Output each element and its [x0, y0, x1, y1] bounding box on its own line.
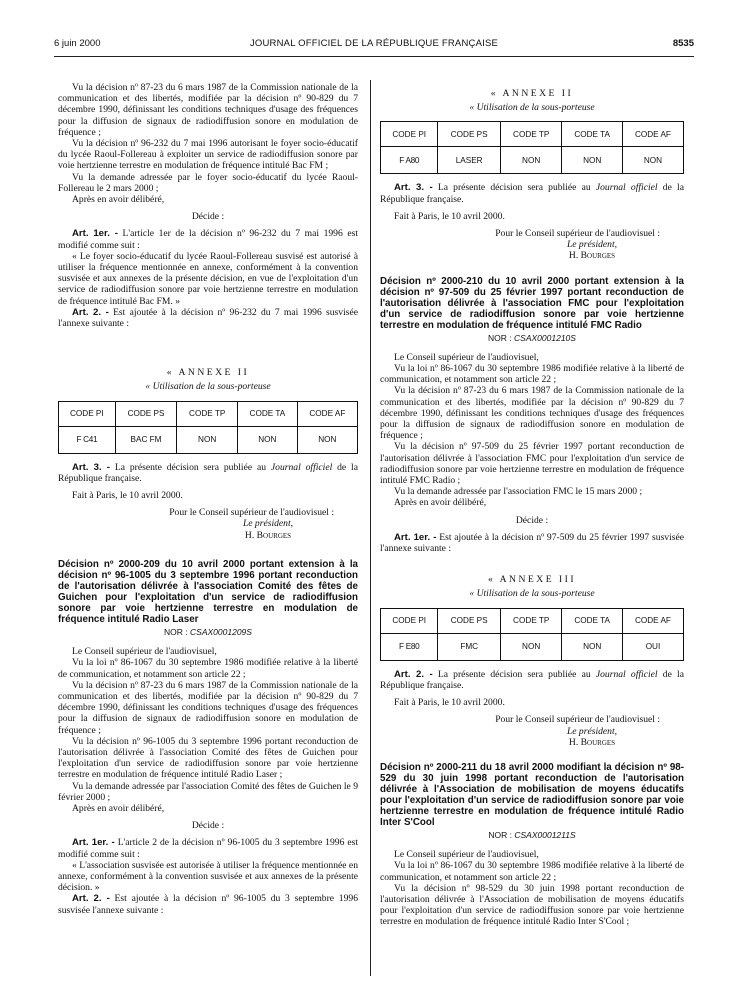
article-text: Est ajoutée à la décision nº 96-232 du 7 mai 1996 susvisée l'annexe suivante : — [58, 306, 358, 330]
table-header: CODE PS — [438, 122, 500, 147]
article-text: La présente décision sera publiée au — [437, 182, 591, 194]
table-cell: NON — [562, 147, 623, 174]
nor-reference — [58, 627, 358, 638]
paragraph: Vu la décision nº 87-23 du 6 mars 1987 de la Commission nationale de la communication et des libertés, modifiée par la décision nº 90-829 du 7 décembre 1990, définissant les conditions techniques d'usage des fréquences pour la diffusion de signaux de radiodiffusion sonore en modulation de fréquence ; — [58, 679, 358, 736]
article-text: de la République française. — [58, 461, 358, 484]
annexe-subtitle: « Utilisation de la sous-porteuse — [469, 588, 595, 600]
article-label: Art. 1er. - — [72, 228, 118, 240]
subcarrier-table — [58, 401, 358, 454]
paragraph: Le Conseil supérieur de l'audiovisuel, — [72, 646, 217, 658]
table-header: CODE TP — [500, 122, 562, 147]
article-text: La présente décision sera publiée au — [114, 461, 267, 473]
nor-code: CSAX0001210S — [514, 332, 576, 343]
place-date: Fait à Paris, le 10 avril 2000. — [394, 210, 505, 222]
subcarrier-table — [380, 608, 684, 661]
table-row — [381, 633, 684, 660]
table-header: CODE AF — [297, 401, 357, 426]
header-journal-title: JOURNAL OFFICIEL DE LA RÉPUBLIQUE FRANÇAISE — [249, 38, 499, 49]
table-cell: NON — [622, 147, 683, 174]
table-cell: NON — [500, 147, 562, 174]
article-label: Art. 3. - — [394, 182, 433, 194]
article-text: Est ajoutée à la décision nº 97-509 du 25 février 1997 susvisée l'annexe suivante : — [380, 531, 685, 555]
signature-line: Pour le Conseil supérieur de l'audiovisuel : — [495, 714, 660, 726]
table-cell: NON — [177, 426, 238, 453]
journal-reference: Journal officiel — [595, 182, 658, 194]
article-text: de la République française. — [380, 668, 684, 691]
paragraph: Vu la loi nº 86-1067 du 30 septembre 1986 modifiée relative à la liberté de communication, et notamment son article 22 ; — [380, 860, 684, 883]
place-date: Fait à Paris, le 10 avril 2000. — [72, 490, 183, 502]
nor-label: NOR : — [488, 332, 512, 343]
table-cell: BAC FM — [115, 426, 177, 453]
annexe-subtitle: « Utilisation de la sous-porteuse — [469, 102, 595, 114]
decide-heading: Décide : — [191, 820, 225, 832]
nor-label: NOR : — [164, 626, 188, 637]
nor-reference — [380, 830, 684, 841]
signature-title: Le président, — [566, 725, 618, 737]
decide-heading: Décide : — [191, 211, 225, 223]
article-paragraph — [380, 532, 684, 554]
paragraph: Vu la décision nº 98-529 du 30 juin 1998 portant reconduction de l'autorisation délivrée à l'Association de mobilisation de moyens éducatifs pour l'exploitation d'un service de radiodiffusion sonore par voie hertzienne terrestre en modulation de fréquence intitulé Radio Inter S'Cool ; — [380, 882, 684, 928]
decision-title: Décision nº 2000-209 du 10 avril 2000 portant extension à la décision nº 96-1005 du 3 septembre 1996 portant reconduction de l'autorisation délivrée à l'association Comité des fêtes de Guichen pour l'exploitation d'un service de radiodiffusion sonore par voie hertzienne terrestre en modulation de fréquence intitulé Radio Laser — [58, 558, 358, 625]
table-cell: F E80 — [381, 633, 438, 660]
paragraph: Après en avoir délibéré, — [72, 194, 165, 206]
decide-heading: Décide : — [515, 514, 549, 526]
table-header: CODE PI — [381, 608, 438, 633]
signature-line: Pour le Conseil supérieur de l'audiovisuel : — [169, 507, 334, 519]
paragraph: Vu la loi nº 86-1067 du 30 septembre 1986 modifiée relative à la liberté de communication, et notamment son article 22 ; — [380, 363, 684, 386]
article-text: L'article 2 de la décision nº 96-1005 du 3 septembre 1996 est modifié comme suit : — [58, 837, 358, 860]
journal-reference: Journal officiel — [270, 461, 333, 473]
table-header: CODE PI — [381, 122, 438, 147]
table-cell: NON — [238, 426, 298, 453]
table-header: CODE AF — [622, 122, 683, 147]
table-cell: NON — [500, 633, 562, 660]
annexe-heading: « ANNEXE III — [487, 574, 577, 586]
article-text: de la République française. — [380, 182, 684, 205]
paragraph: Vu la décision nº 96-1005 du 3 septembre 1996 portant reconduction de l'autorisation délivrée à l'association Comité des fêtes de Guichen pour l'exploitation d'un service de radiodiffusion sonore par voie hertzienne terrestre en modulation de fréquence intitulé Radio Laser ; — [58, 735, 358, 781]
column-divider — [370, 80, 371, 976]
signature-title: Le président, — [242, 518, 294, 530]
paragraph: Le Conseil supérieur de l'audiovisuel, — [394, 351, 539, 363]
left-column — [58, 82, 358, 916]
paragraph: Vu la loi nº 86-1067 du 30 septembre 1986 modifiée relative à la liberté de communication, et notamment son article 22 ; — [58, 657, 358, 680]
article-text: L'article 1er de la décision nº 96-232 du 7 mai 1996 est modifié comme suit : — [58, 228, 358, 251]
paragraph: Après en avoir délibéré, — [72, 802, 165, 814]
table-cell: FMC — [438, 633, 500, 660]
header-page-number: 8535 — [672, 38, 694, 49]
table-cell: NON — [297, 426, 357, 453]
annexe-heading: « ANNEXE II — [490, 88, 574, 99]
signature-title: Le président, — [566, 239, 618, 251]
nor-label: NOR : — [488, 829, 512, 840]
signature-name: H. Bourges — [568, 250, 616, 262]
article-paragraph — [58, 228, 358, 250]
header-date: 6 juin 2000 — [54, 38, 101, 49]
table-header: CODE TA — [562, 122, 623, 147]
paragraph: Vu la décision nº 87-23 du 6 mars 1987 de la Commission nationale de la communication et des libertés, modifiée par la décision nº 90-829 du 7 décembre 1990, définissant les conditions techniques d'usage des fréquences pour la diffusion de signaux de radiodiffusion sonore en modulation de fréquence ; — [58, 82, 358, 138]
article-paragraph — [58, 893, 358, 915]
journal-reference: Journal officiel — [595, 668, 658, 680]
article-text: La présente décision sera publiée au — [437, 668, 591, 680]
paragraph: Vu la décision nº 97-509 du 25 février 1997 portant reconduction de l'autorisation délivrée à l'association FMC pour l'exploitation d'un service de radiodiffusion sonore par voie hertzienne terrestre en modulation de fréquence intitulé FMC Radio ; — [380, 441, 684, 487]
table-cell: NON — [562, 633, 623, 660]
paragraph: Vu la demande adressée par l'association Comité des fêtes de Guichen le 9 février 2000 ; — [58, 780, 358, 803]
table-cell: F A80 — [381, 147, 438, 174]
place-date: Fait à Paris, le 10 avril 2000. — [394, 697, 505, 709]
article-paragraph — [380, 182, 684, 204]
paragraph: Après en avoir délibéré, — [394, 497, 487, 509]
article-label: Art. 2. - — [72, 306, 109, 318]
table-cell: OUI — [622, 633, 683, 660]
table-header: CODE TA — [238, 401, 298, 426]
paragraph: Vu la demande adressée par le foyer socio-éducatif du lycée Raoul-Follereau le 2 mars 2000 ; — [58, 171, 358, 194]
table-header: CODE TP — [177, 401, 238, 426]
table-header: CODE PI — [59, 401, 116, 426]
subcarrier-table — [380, 121, 684, 174]
paragraph: Vu la décision nº 87-23 du 6 mars 1987 de la Commission nationale de la communication et des libertés, modifiée par la décision nº 90-829 du 7 décembre 1990, définissant les conditions techniques d'usage des fréquences pour la diffusion de signaux de radiodiffusion sonore en modulation de fréquence ; — [380, 385, 684, 442]
table-header: CODE AF — [622, 608, 683, 633]
annexe-subtitle: « Utilisation de la sous-porteuse — [145, 381, 271, 393]
article-paragraph — [58, 307, 358, 329]
quote-paragraph: « Le foyer socio-éducatif du lycée Raoul-Follereau susvisé est autorisé à utiliser la fréquence mentionnée en annexe, conformément à la convention susvisée et aux annexes de la présente décision, en vue de l'exploitation d'un service de radiodiffusion sonore par voie hertzienne terrestre en modulation de fréquence intitulé Bac FM. » — [58, 250, 358, 307]
header-rule — [54, 56, 694, 57]
table-row — [59, 426, 358, 453]
signature-name: H. Bourges — [568, 736, 616, 748]
table-header: CODE TP — [500, 608, 562, 633]
right-column — [380, 82, 684, 928]
annexe-heading: « ANNEXE II — [166, 367, 250, 379]
decision-title: Décision nº 2000-211 du 18 avril 2000 modifiant la décision nº 98-529 du 30 juin 1998 portant reconduction de l'autorisation délivrée à l'Association de mobilisation de moyens éducatifs pour l'exploitation d'un service de radiodiffusion sonore par voie hertzienne terrestre en modulation de fréquence intitulé Radio Inter S'Cool — [380, 761, 684, 828]
quote-paragraph: « L'association susvisée est autorisée à utiliser la fréquence mentionnée en annexe, conformément à la convention susvisée et aux annexes de la présente décision. » — [58, 859, 358, 894]
article-paragraph — [58, 462, 358, 484]
signature-line: Pour le Conseil supérieur de l'audiovisuel : — [495, 228, 660, 240]
article-paragraph — [58, 837, 358, 859]
table-cell: F C41 — [59, 426, 116, 453]
page-header — [54, 38, 694, 52]
nor-code: CSAX0001211S — [514, 829, 576, 840]
table-header: CODE PS — [115, 401, 177, 426]
table-row — [381, 147, 684, 174]
article-text: Est ajoutée à la décision nº 96-1005 du 3 septembre 1996 susvisée l'annexe suivante : — [58, 893, 358, 916]
table-header: CODE TA — [562, 608, 623, 633]
paragraph: Vu la décision nº 96-232 du 7 mai 1996 autorisant le foyer socio-éducatif du lycée Raoul-Follereau à exploiter un service de radiodiffusion sonore par voie hertzienne terrestre en modulation de fréquence intitulé Bac FM ; — [58, 138, 358, 172]
article-label: Art. 2. - — [394, 668, 433, 680]
paragraph: Le Conseil supérieur de l'audiovisuel, — [394, 849, 539, 861]
table-header: CODE PS — [438, 608, 500, 633]
article-label: Art. 1er. - — [394, 531, 437, 543]
article-label: Art. 2. - — [72, 893, 110, 905]
article-label: Art. 3. - — [72, 461, 110, 473]
nor-code: CSAX0001209S — [190, 626, 252, 637]
article-paragraph — [380, 669, 684, 691]
decision-title: Décision nº 2000-210 du 10 avril 2000 portant extension à la décision nº 97-509 du 25 février 1997 portant reconduction de l'autorisation délivrée à l'association FMC pour l'exploitation d'un service de radiodiffusion sonore par voie hertzienne terrestre en modulation de fréquence intitulé FMC Radio — [380, 275, 684, 331]
paragraph: Vu la demande adressée par l'association FMC le 15 mars 2000 ; — [394, 486, 643, 498]
table-cell: LASER — [438, 147, 500, 174]
signature-name: H. Bourges — [244, 529, 292, 541]
article-label: Art. 1er. - — [72, 837, 115, 849]
nor-reference — [380, 333, 684, 344]
